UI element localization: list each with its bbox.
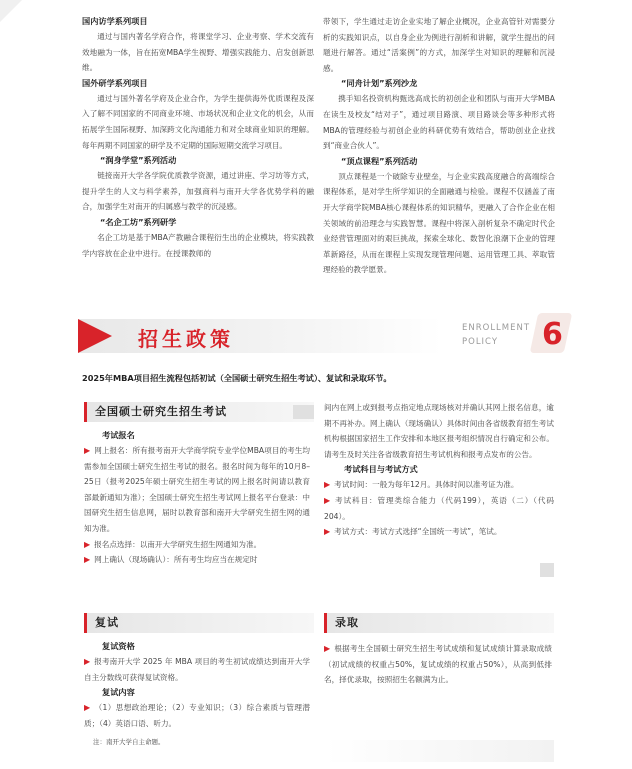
- section-heading: “顶点课程”系列活动: [341, 155, 418, 166]
- retest-content-item: ▶ （1）思想政治理论；（2）专业知识；（3）综合素质与管理潜质；（4）英语口语、听力。: [84, 703, 310, 728]
- section-heading: “同舟计划”系列沙龙: [341, 78, 418, 89]
- banner-bar: [78, 319, 442, 353]
- paragraph: 通过与国外著名学府及企业合作，为学生提供海外优质课程及深入了解不同国家的不同商业环境、市场状况和企业文化的机会，从而拓展学生国际视野、加深跨文化沟通能力和对全球商业知识的理解。每年两期不同国家的研学及不定期的国际短期交流学习项目。: [82, 93, 314, 150]
- intro-text: 2025年MBA项目招生流程包括初试（全国硕士研究生招生考试）、复试和录取环节。: [82, 373, 392, 383]
- paragraph: 通过与国内著名学府合作，将课堂学习、企业考察、学术交流有效地融为一体，旨在拓宽MBA学生视野、增强实践能力、启发创新思维。: [82, 32, 314, 73]
- banner-title: 招生政策: [138, 327, 234, 351]
- section-heading: “润身学堂”系列活动: [100, 155, 177, 166]
- triangle-right-icon: ▶: [84, 539, 91, 549]
- admission-header-bar: [324, 613, 554, 633]
- triangle-right-icon: ▶: [84, 446, 91, 455]
- section-heading: 国外研学系列项目: [82, 77, 148, 88]
- exam-header-bar: [84, 402, 314, 422]
- retest-section-header: [84, 613, 314, 633]
- banner-english: [462, 321, 542, 349]
- triangle-right-icon: ▶: [324, 527, 331, 537]
- reg-heading: 考试报名: [102, 430, 135, 440]
- chapter-number: 6: [542, 317, 563, 352]
- triangle-right-icon: ▶: [84, 703, 91, 713]
- triangle-right-icon: ▶: [84, 555, 91, 565]
- triangle-right-icon: ▶: [324, 644, 331, 653]
- admission-body: [324, 641, 552, 688]
- banner-arrow-icon: [78, 319, 112, 353]
- exam-title: 全国硕士研究生招生考试: [95, 405, 227, 418]
- exam-right-column: [324, 400, 554, 540]
- header-deco: [293, 405, 314, 419]
- paragraph: 顶点课程是一个破除专业壁垒，与企业实践高度融合的高端综合课程体系，是对学生所学知识的全面融通与检验。课程不仅涵盖了南开大学商学院MBA核心课程体系的知识精华，更融入了合作企业在相关领域的前沿理念与实践智慧。课程中将深入剖析复杂不确定时代企业经营管理面对的艰巨挑战，探索全球化、数智化浪潮下企业的管理革新路径，从而在课程上实现发现管理问题、运用管理工具、萃取管理经验的教学愿景。: [323, 171, 555, 275]
- retest-title: 复试: [95, 616, 119, 629]
- upper-right-column: [323, 14, 555, 278]
- retest-header-bar: [84, 613, 314, 633]
- bottom-deco-bar: [324, 740, 554, 762]
- reg-item-2: ▶ 报名点选择：以南开大学研究生招生网通知为准。: [84, 539, 262, 549]
- retest-qual-heading: 复试资格: [102, 641, 135, 651]
- section-heading: “名企工坊”系列研学: [100, 216, 177, 227]
- exam-left-column: [84, 428, 310, 568]
- retest-body: [84, 639, 310, 731]
- admission-item: ▶ 根据考生全国硕士研究生招生考试成绩和复试成绩计算录取成绩（初试成绩的权重占50%，复试成绩的权重占50%），从高到低排名，择优录取，按照招生名额满为止。: [324, 644, 552, 685]
- footnote: 注：南开大学自主命题。: [93, 738, 165, 746]
- subj-item-1: ▶ 考试时间：一般为每年12月。具体时间以准考证为准。: [324, 480, 519, 490]
- corner-decoration: [0, 0, 22, 22]
- triangle-right-icon: ▶: [324, 495, 332, 505]
- confirm-continued: 间内在网上或到报考点指定地点现场核对并确认其网上报名信息，逾期不再补办。网上确认（现场确认）具体时间由各省级教育招生考试机构根据国家招生工作安排和本地区报考组织情况自行确定和公布。请考生及时关注各省级教育招生考试机构和报考点发布的公告。: [324, 403, 554, 459]
- paragraph: 带领下，学生通过走访企业实地了解企业概况，企业高管针对需要分析的实践知识点，以自身企业为例进行剖析和讲解，就学生提出的问题进行解答。通过“活案例”的方式，加深学生对知识的理解和沉浸感。: [323, 17, 555, 73]
- reg-item-1: ▶ 网上报名：所有报考南开大学商学院专业学位MBA项目的考生均需参加全国硕士研究生招生考试的报名。报名时间为每年的10月8–25日（报考2025年硕士研究生招生考试的网上报名时间请以教育部最新通知为准）；全国硕士研究生招生考试网上报名平台登录：中国研究生招生信息网，届时以教育部和南开大学研究生招生网的通知为准。: [84, 446, 311, 533]
- triangle-right-icon: ▶: [84, 657, 91, 666]
- reg-item-3: ▶ 网上确认（现场确认）：所有考生均应当在规定时: [84, 555, 258, 565]
- section-heading: 国内访学系列项目: [82, 16, 148, 26]
- retest-content-heading: 复试内容: [102, 687, 135, 698]
- banner-en-line2: POLICY: [462, 337, 499, 347]
- admission-title: 录取: [335, 616, 359, 629]
- section-banner: [0, 311, 632, 359]
- subj-item-2: ▶ 考试科目：管理类综合能力（代码199），英语（二）（代码204）。: [324, 495, 554, 521]
- banner-en-line1: ENROLLMENT: [462, 323, 531, 333]
- subject-heading: 考试科目与考试方式: [344, 464, 418, 475]
- admission-section-header: [324, 613, 554, 633]
- column-deco: [540, 563, 554, 577]
- retest-qual-item: ▶ 报考南开大学 2025 年 MBA 项目的考生初试成绩达到南开大学自主分数线可获得复试资格。: [84, 657, 310, 682]
- paragraph: 链接南开大学各学院优质教学资源，通过讲座、学习坊等方式，提升学生的人文与科学素养，加强商科与南开大学各优势学科的融合，加强学生对南开的归属感与教学的沉浸感。: [82, 171, 314, 212]
- paragraph: 携手知名投资机构甄选高成长的初创企业和团队与南开大学MBA在读生及校友“结对子”，通过项目路演、项目路谈会等多种形式将MBA的管理经验与初创企业的科研优势有效结合，帮助创业企业找到“商业合伙人”。: [323, 94, 555, 151]
- upper-left-column: [82, 14, 314, 261]
- exam-section-header: [84, 402, 314, 422]
- subj-item-3: ▶ 考试方式：考试方式选择“全国统一考试”，笔试。: [324, 527, 502, 537]
- triangle-right-icon: ▶: [324, 480, 331, 490]
- paragraph: 名企工坊是基于MBA产教融合课程衍生出的企业模块，将实践教学内容放在企业中进行。在授课教师的: [82, 232, 314, 258]
